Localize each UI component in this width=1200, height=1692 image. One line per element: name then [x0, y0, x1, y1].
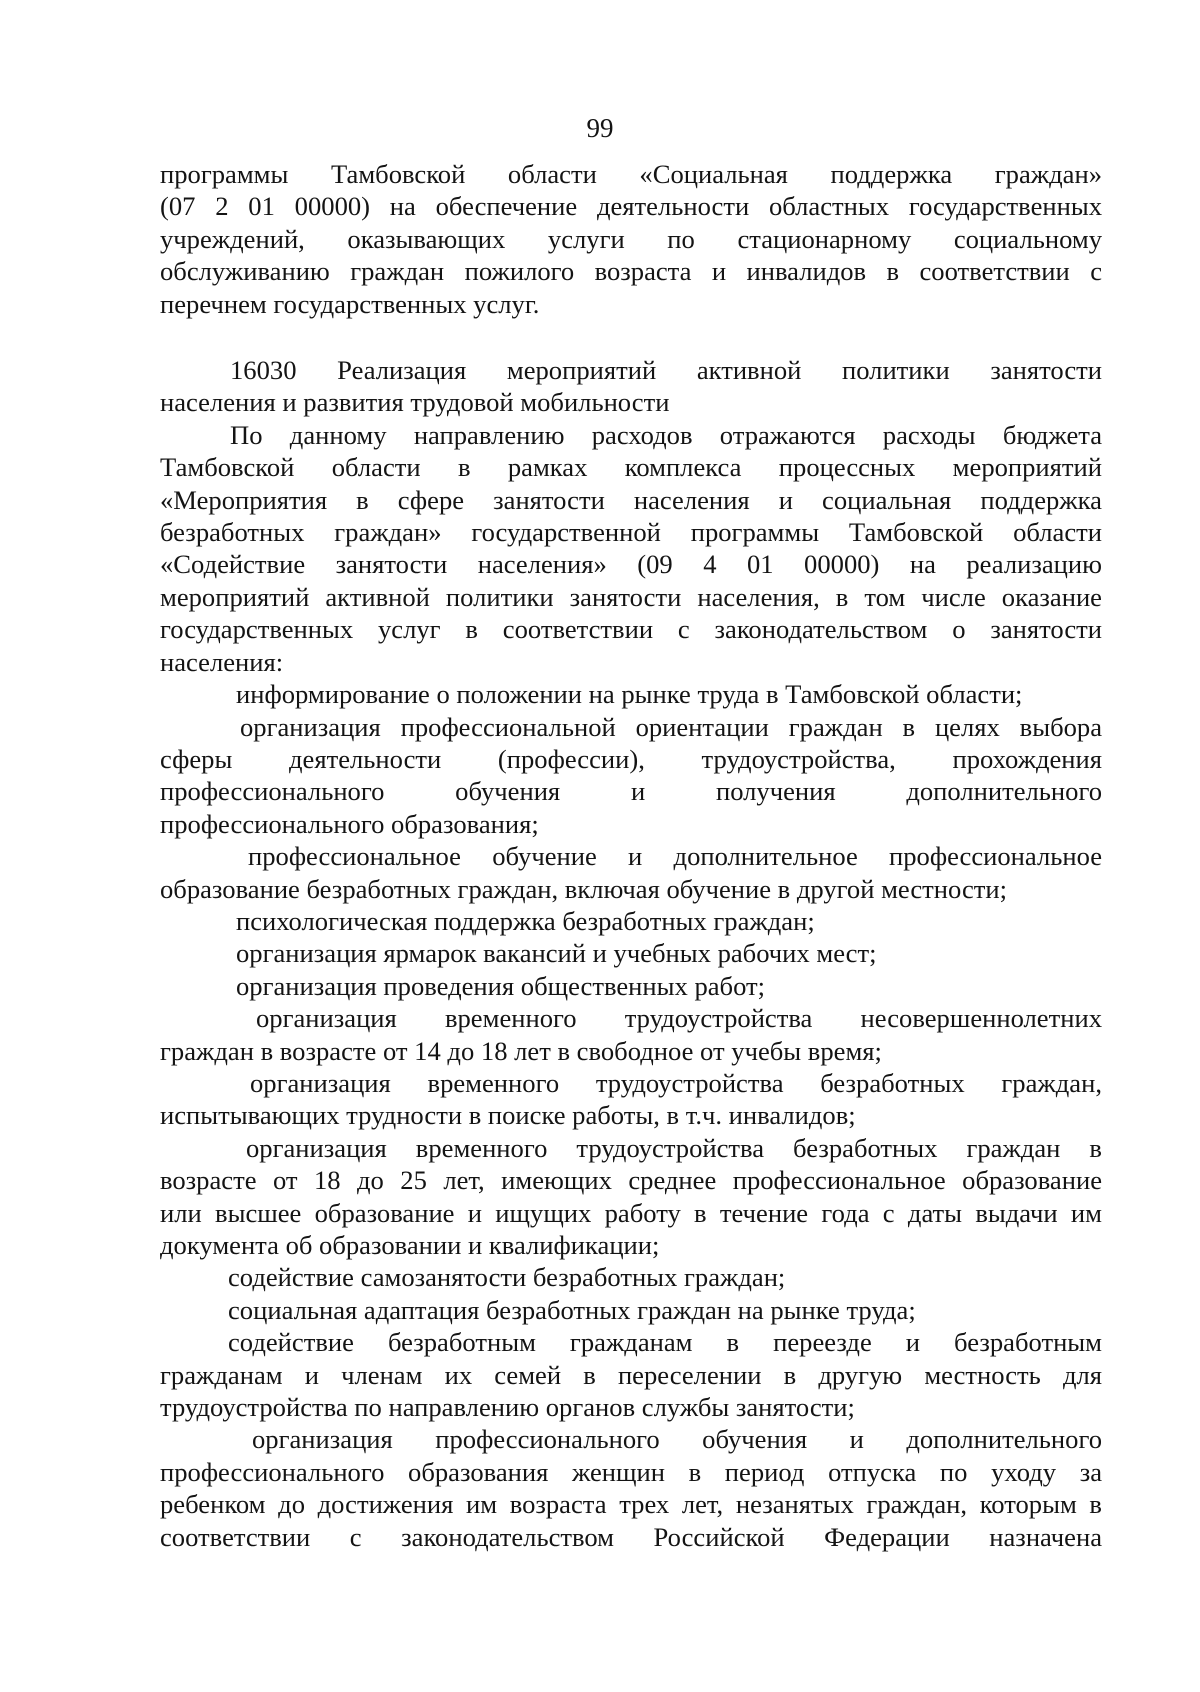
- text-line: или высшее образование и ищущих работу в течение года с даты выдачи им: [160, 1197, 1102, 1228]
- text-line: профессиональное обучение и дополнительное профессиональное: [248, 841, 1102, 872]
- text-line: профессионального обучения и получения дополнительного: [160, 776, 1102, 807]
- list-item: [160, 840, 1102, 905]
- list-item: [160, 1294, 1102, 1326]
- text-line: трудоустройства по направлению органов службы занятости;: [160, 1392, 855, 1423]
- text-line: ребенком до достижения им возраста трех лет, незанятых граждан, которым в: [160, 1489, 1102, 1520]
- text-line: населения:: [160, 646, 284, 677]
- text-line: «Содействие занятости населения» (09 4 01 00000) на реализацию: [160, 549, 1102, 580]
- list-item: [160, 711, 1102, 841]
- text-line: социальная адаптация безработных граждан на рынке труда;: [228, 1294, 916, 1325]
- text-line: По данному направлению расходов отражаются расходы бюджета: [230, 419, 1102, 450]
- section-heading-16030: [160, 354, 1102, 419]
- text-line: Тамбовской области в рамках комплекса процессных мероприятий: [160, 452, 1102, 483]
- text-line: образование безработных граждан, включая обучение в другой местности;: [160, 873, 1008, 904]
- text-line: испытывающих трудности в поиске работы, в т.ч. инвалидов;: [160, 1100, 856, 1131]
- text-line: организация временного трудоустройства безработных граждан в: [246, 1132, 1102, 1163]
- text-line: возрасте от 18 до 25 лет, имеющих среднее профессиональное образование: [160, 1165, 1102, 1196]
- text-line: обслуживанию граждан пожилого возраста и инвалидов в соответствии с: [160, 256, 1102, 287]
- text-line: психологическая поддержка безработных граждан;: [236, 905, 815, 936]
- list-item: [160, 1261, 1102, 1293]
- text-line: профессионального образования женщин в период отпуска по уходу за: [160, 1456, 1102, 1487]
- text-line: 16030 Реализация мероприятий активной политики занятости: [230, 355, 1102, 386]
- list-item: [160, 1132, 1102, 1262]
- document-body: [160, 158, 1102, 1553]
- page-number: 99: [586, 113, 614, 143]
- text-line: (07 2 01 00000) на обеспечение деятельности областных государственных: [160, 191, 1102, 222]
- list-item: [160, 1326, 1102, 1423]
- text-line: организация ярмарок вакансий и учебных рабочих мест;: [236, 938, 877, 969]
- text-line: мероприятий активной политики занятости населения, в том числе оказание: [160, 581, 1102, 612]
- text-line: перечнем государственных услуг.: [160, 288, 540, 319]
- text-line: гражданам и членам их семей в переселении в другую местность для: [160, 1359, 1102, 1390]
- text-line: сферы деятельности (профессии), трудоустройства, прохождения: [160, 743, 1102, 774]
- text-line: документа об образовании и квалификации;: [160, 1230, 660, 1260]
- list-item: [160, 905, 1102, 937]
- text-line: профессионального образования;: [160, 808, 539, 839]
- list-item: [160, 678, 1102, 710]
- text-line: организация временного трудоустройства безработных граждан,: [250, 1067, 1102, 1098]
- text-line: учреждений, оказывающих услуги по стационарному социальному: [160, 223, 1102, 254]
- text-line: организация профессиональной ориентации граждан в целях выбора: [240, 711, 1102, 742]
- text-line: «Мероприятия в сфере занятости населения и социальная поддержка: [160, 484, 1102, 515]
- text-line: организация временного трудоустройства несовершеннолетних: [256, 1003, 1102, 1034]
- text-line: информирование о положении на рынке труда в Тамбовской области;: [236, 679, 1023, 710]
- text-line: безработных граждан» государственной программы Тамбовской области: [160, 517, 1102, 548]
- list-item: [160, 1002, 1102, 1067]
- text-line: организация проведения общественных работ;: [236, 970, 766, 1001]
- paragraph-direction-description: [160, 419, 1102, 678]
- list-item: [160, 1423, 1102, 1553]
- list-item: [160, 1067, 1102, 1132]
- text-line: содействие самозанятости безработных граждан;: [228, 1262, 786, 1293]
- paragraph-program-continuation: [160, 158, 1102, 320]
- list-item: [160, 937, 1102, 969]
- list-item: [160, 970, 1102, 1002]
- text-line: населения и развития трудовой мобильности: [160, 387, 670, 418]
- text-line: соответствии с законодательством Российской Федерации назначена: [160, 1521, 1102, 1552]
- text-line: программы Тамбовской области «Социальная поддержка граждан»: [160, 159, 1102, 189]
- text-line: содействие безработным гражданам в переезде и безработным: [228, 1327, 1102, 1358]
- text-line: организация профессионального обучения и дополнительного: [252, 1424, 1102, 1455]
- text-line: государственных услуг в соответствии с законодательством о занятости: [160, 614, 1102, 645]
- text-line: граждан в возрасте от 14 до 18 лет в свободное от учебы время;: [160, 1035, 882, 1066]
